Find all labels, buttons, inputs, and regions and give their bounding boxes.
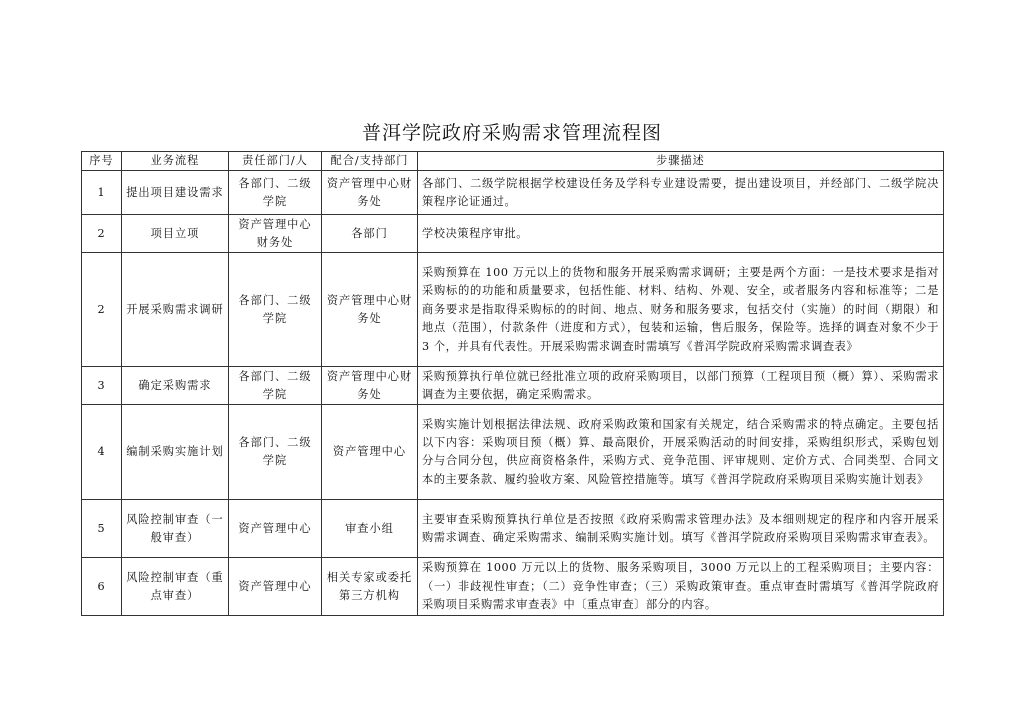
row-support: 审查小组 bbox=[322, 500, 418, 558]
row-no: 4 bbox=[82, 405, 122, 500]
row-description: 采购实施计划根据法律法规、政府采购政策和国家有关规定，结合采购需求的特点确定。主要包括以下内容：采购项目预（概）算、最高限价，开展采购活动的时间安排，采购组织形式，采购包划分与合同分包，供应商资格条件，采购方式、竞争范围、评审规则、定价方式、合同类型、合同文本的主要条款、履约验收方案、风险管控措施等。填写《普洱学院政府采购项目采购实施计划表》 bbox=[418, 405, 944, 500]
header-process: 业务流程 bbox=[122, 152, 229, 171]
row-no: 2 bbox=[82, 253, 122, 367]
header-dept: 责任部门/人 bbox=[229, 152, 322, 171]
row-description: 采购预算在 1000 万元以上的货物、服务采购项目，3000 万元以上的工程采购项目；主要内容：（一）非歧视性审查；（二）竞争性审查；（三）采购政策审查。重点审查时需填写《普洱学院政府采购项目采购需求审查表》中〔重点审查〕部分的内容。 bbox=[418, 558, 944, 616]
row-description: 采购预算在 100 万元以上的货物和服务开展采购需求调研；主要是两个方面：一是技术要求是指对采购标的的功能和质量要求，包括性能、材料、结构、外观、安全，或者服务内容和标准等；二是商务要求是指取得采购标的的时间、地点、财务和服务要求，包括交付（实施）的时间（期限）和地点（范围），付款条件（进度和方式），包装和运输，售后服务，保险等。选择的调查对象不少于 3 个，并具有代表性。开展采购需求调查时需填写《普洱学院政府采购需求调查表》 bbox=[418, 253, 944, 367]
row-dept: 各部门、二级学院 bbox=[229, 253, 322, 367]
row-no: 1 bbox=[82, 171, 122, 215]
row-no: 3 bbox=[82, 367, 122, 405]
table-header-row bbox=[82, 152, 944, 171]
row-process: 开展采购需求调研 bbox=[122, 253, 229, 367]
table-row bbox=[82, 171, 944, 215]
row-description: 各部门、二级学院根据学校建设任务及学科专业建设需要，提出建设项目，并经部门、二级学院决策程序论证通过。 bbox=[418, 171, 944, 215]
procurement-flow-table bbox=[81, 151, 944, 616]
row-support: 相关专家或委托第三方机构 bbox=[322, 558, 418, 616]
table-row bbox=[82, 558, 944, 616]
page-title: 普洱学院政府采购需求管理流程图 bbox=[361, 122, 662, 144]
row-dept: 各部门、二级学院 bbox=[229, 171, 322, 215]
header-no: 序号 bbox=[82, 152, 122, 171]
row-process: 风险控制审查（重点审查） bbox=[122, 558, 229, 616]
table-row bbox=[82, 367, 944, 405]
row-dept: 资产管理中心财务处 bbox=[229, 215, 322, 253]
row-process: 确定采购需求 bbox=[122, 367, 229, 405]
row-dept: 各部门、二级学院 bbox=[229, 405, 322, 500]
row-support: 资产管理中心财务处 bbox=[322, 253, 418, 367]
row-description: 采购预算执行单位就已经批准立项的政府采购项目，以部门预算（工程项目预（概）算）、采购需求调查为主要依据，确定采购需求。 bbox=[418, 367, 944, 405]
row-description: 学校决策程序审批。 bbox=[418, 215, 944, 253]
row-process: 提出项目建设需求 bbox=[122, 171, 229, 215]
row-support: 资产管理中心财务处 bbox=[322, 171, 418, 215]
row-support: 资产管理中心 bbox=[322, 405, 418, 500]
row-description: 主要审查采购预算执行单位是否按照《政府采购需求管理办法》及本细则规定的程序和内容开展采购需求调查、确定采购需求、编制采购实施计划。填写《普洱学院政府采购项目采购需求审查表》。 bbox=[418, 500, 944, 558]
table-row bbox=[82, 215, 944, 253]
row-support: 各部门 bbox=[322, 215, 418, 253]
header-description: 步骤描述 bbox=[418, 152, 944, 171]
table-row bbox=[82, 253, 944, 367]
row-process: 风险控制审查（一般审查） bbox=[122, 500, 229, 558]
row-process: 项目立项 bbox=[122, 215, 229, 253]
header-support: 配合/支持部门 bbox=[322, 152, 418, 171]
row-dept: 各部门、二级学院 bbox=[229, 367, 322, 405]
table-row bbox=[82, 500, 944, 558]
row-dept: 资产管理中心 bbox=[229, 500, 322, 558]
table-row bbox=[82, 405, 944, 500]
row-process: 编制采购实施计划 bbox=[122, 405, 229, 500]
row-dept: 资产管理中心 bbox=[229, 558, 322, 616]
row-support: 资产管理中心财务处 bbox=[322, 367, 418, 405]
row-no: 2 bbox=[82, 215, 122, 253]
row-no: 5 bbox=[82, 500, 122, 558]
row-no: 6 bbox=[82, 558, 122, 616]
